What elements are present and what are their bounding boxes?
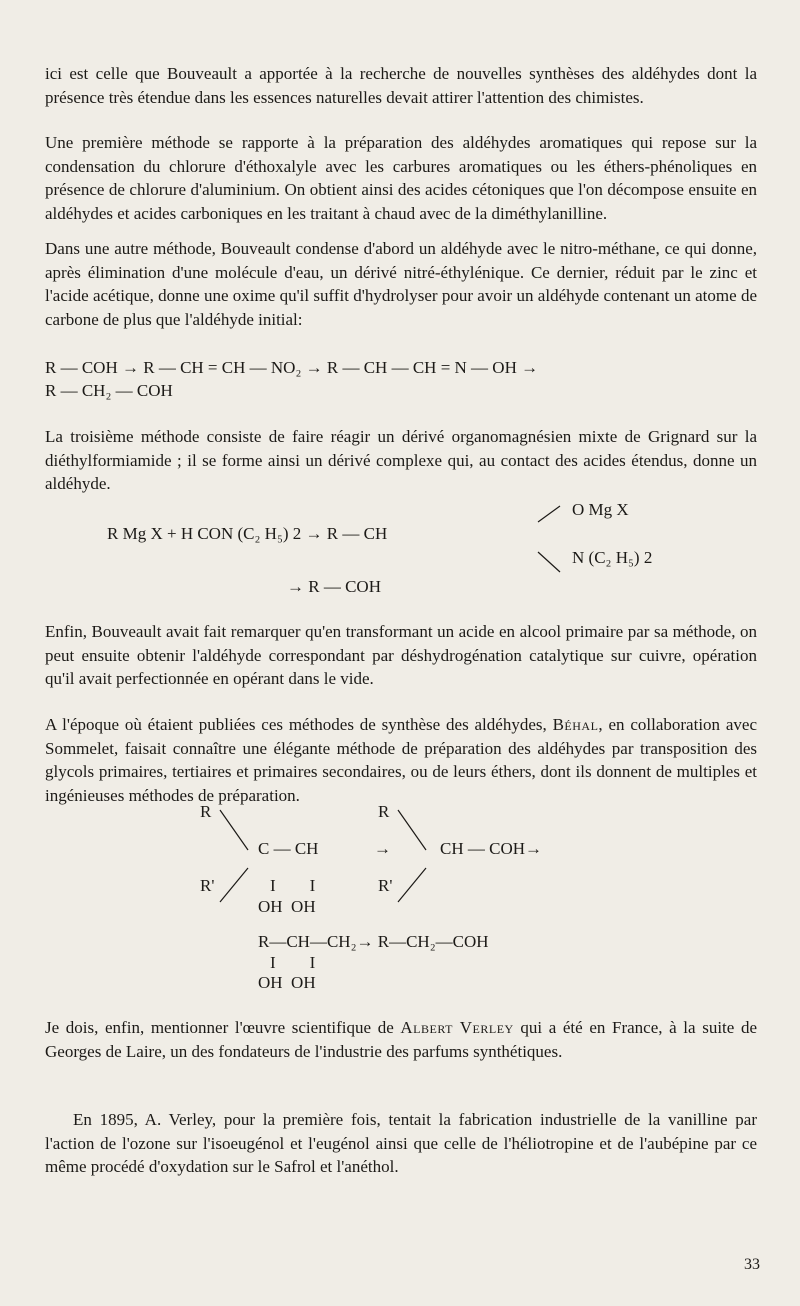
formula-glycol-arrow: →	[374, 839, 391, 858]
formula-glycol-r-2: R	[378, 802, 390, 821]
formula-glycol-bars: I I	[270, 876, 316, 895]
formula-grignard-lower: N (C₂ H₅) 2	[572, 548, 653, 567]
formula-grignard-result: → R — COH	[287, 577, 381, 596]
paragraph-second-method: Dans une autre méthode, Bouveault condense d'abord un aldéhyde avec le nitro-méthane, ce qui donne, après élimination d'une molécule d'eau, un dérivé nitré-éthylénique. Ce dernier, réduit par le zinc et l'acide acétique, donne une oxime qu'il suffit d'hydrolyser pour avoir un aldéhyde contenant un atome de carbone de plus que l'aldéhyde initial:	[45, 239, 757, 329]
formula-glycol-bonds-right	[392, 806, 432, 906]
formula-glycol-ch-coh: CH — COH→	[440, 839, 543, 858]
author-name-verley: Albert Verley	[400, 1018, 514, 1037]
paragraph-behal: A l'époque où étaient publiées ces méthodes de synthèse des aldéhydes, Béhal, en collaboration avec Sommelet, faisait connaître une élégante méthode de préparation des aldéhydes par transposition des glycols primaires, tertiaires et primaires secondaires, ou de leurs éthers, dont ils donnent de multiples et ingénieuses méthodes de préparation.	[45, 715, 757, 805]
formula-glycol-r-prime-2: R'	[378, 876, 393, 895]
formula-glycol-bars-2: I I	[270, 953, 316, 972]
page-number: 33	[744, 1256, 760, 1273]
paragraph-first-method: Une première méthode se rapporte à la préparation des aldéhydes aromatiques qui repose sur la condensation du chlorure d'éthoxalyle avec les carbures aromatiques ou les éthers-phénoliques en présence de chlorure d'aluminium. On obtient ainsi des acides cétoniques que l'on décompose ensuite en aldéhydes et acides carboniques en les traitant à chaud avec de la diméthylanilline.	[45, 133, 757, 223]
formula-glycol-oh-oh: OH OH	[258, 897, 316, 916]
formula-glycol-r: R	[200, 802, 212, 821]
paragraph-dehydrogenation: Enfin, Bouveault avait fait remarquer qu'en transformant un acide en alcool primaire par sa méthode, on peut ensuite obtenir l'aldéhyde correspondant par déshydrogénation catalytique sur cuivre, opération qu'il avait perfectionnée en opérant dans le vide.	[45, 622, 757, 688]
formula-grignard-upper: O Mg X	[572, 500, 629, 519]
formula-glycol-c-ch: C — CH	[258, 839, 319, 858]
formula-grignard-bonds	[532, 500, 572, 580]
author-name-behal: Béhal	[552, 715, 599, 734]
formula-glycol-line2: R—CH—CH₂→ R—CH₂—COH	[258, 932, 489, 951]
formula-glycol-oh-oh-2: OH OH	[258, 973, 316, 992]
formula-glycol-bonds-left	[214, 806, 254, 906]
paragraph-third-method: La troisième méthode consiste de faire réagir un dérivé organomagnésien mixte de Grignard sur la diéthylformiamide ; il se forme ainsi un dérivé complexe qui, au contact des acides étendus, donne un aldéhyde.	[45, 427, 757, 493]
paragraph-vanilline: En 1895, A. Verley, pour la première fois, tentait la fabrication industrielle de la vanilline par l'action de l'ozone sur l'isoeugénol et l'eugénol ainsi que celle de l'héliotropine et de l'aubépine par ce même procédé d'oxydation sur le Safrol et l'anéthol.	[45, 1110, 757, 1176]
paragraph-bouveault-intro: ici est celle que Bouveault a apportée à la recherche de nouvelles synthèses des aldéhydes dont la présence très étendue dans les essences naturelles devait attirer l'attention des chimistes.	[45, 64, 757, 107]
formula-nitromethane-line2: R — CH₂ — COH	[45, 381, 173, 400]
formula-glycol-r-prime: R'	[200, 876, 215, 895]
formula-nitromethane-line1: R — COH → R — CH = CH — NO₂ → R — CH — CH = N — OH →	[45, 358, 539, 377]
paragraph-verley: Je dois, enfin, mentionner l'œuvre scientifique de Albert Verley qui a été en France, à la suite de Georges de Laire, un des fondateurs de l'industrie des parfums synthétiques.	[45, 1018, 757, 1061]
formula-grignard-left: R Mg X + H CON (C₂ H₅) 2 → R — CH	[107, 524, 388, 543]
